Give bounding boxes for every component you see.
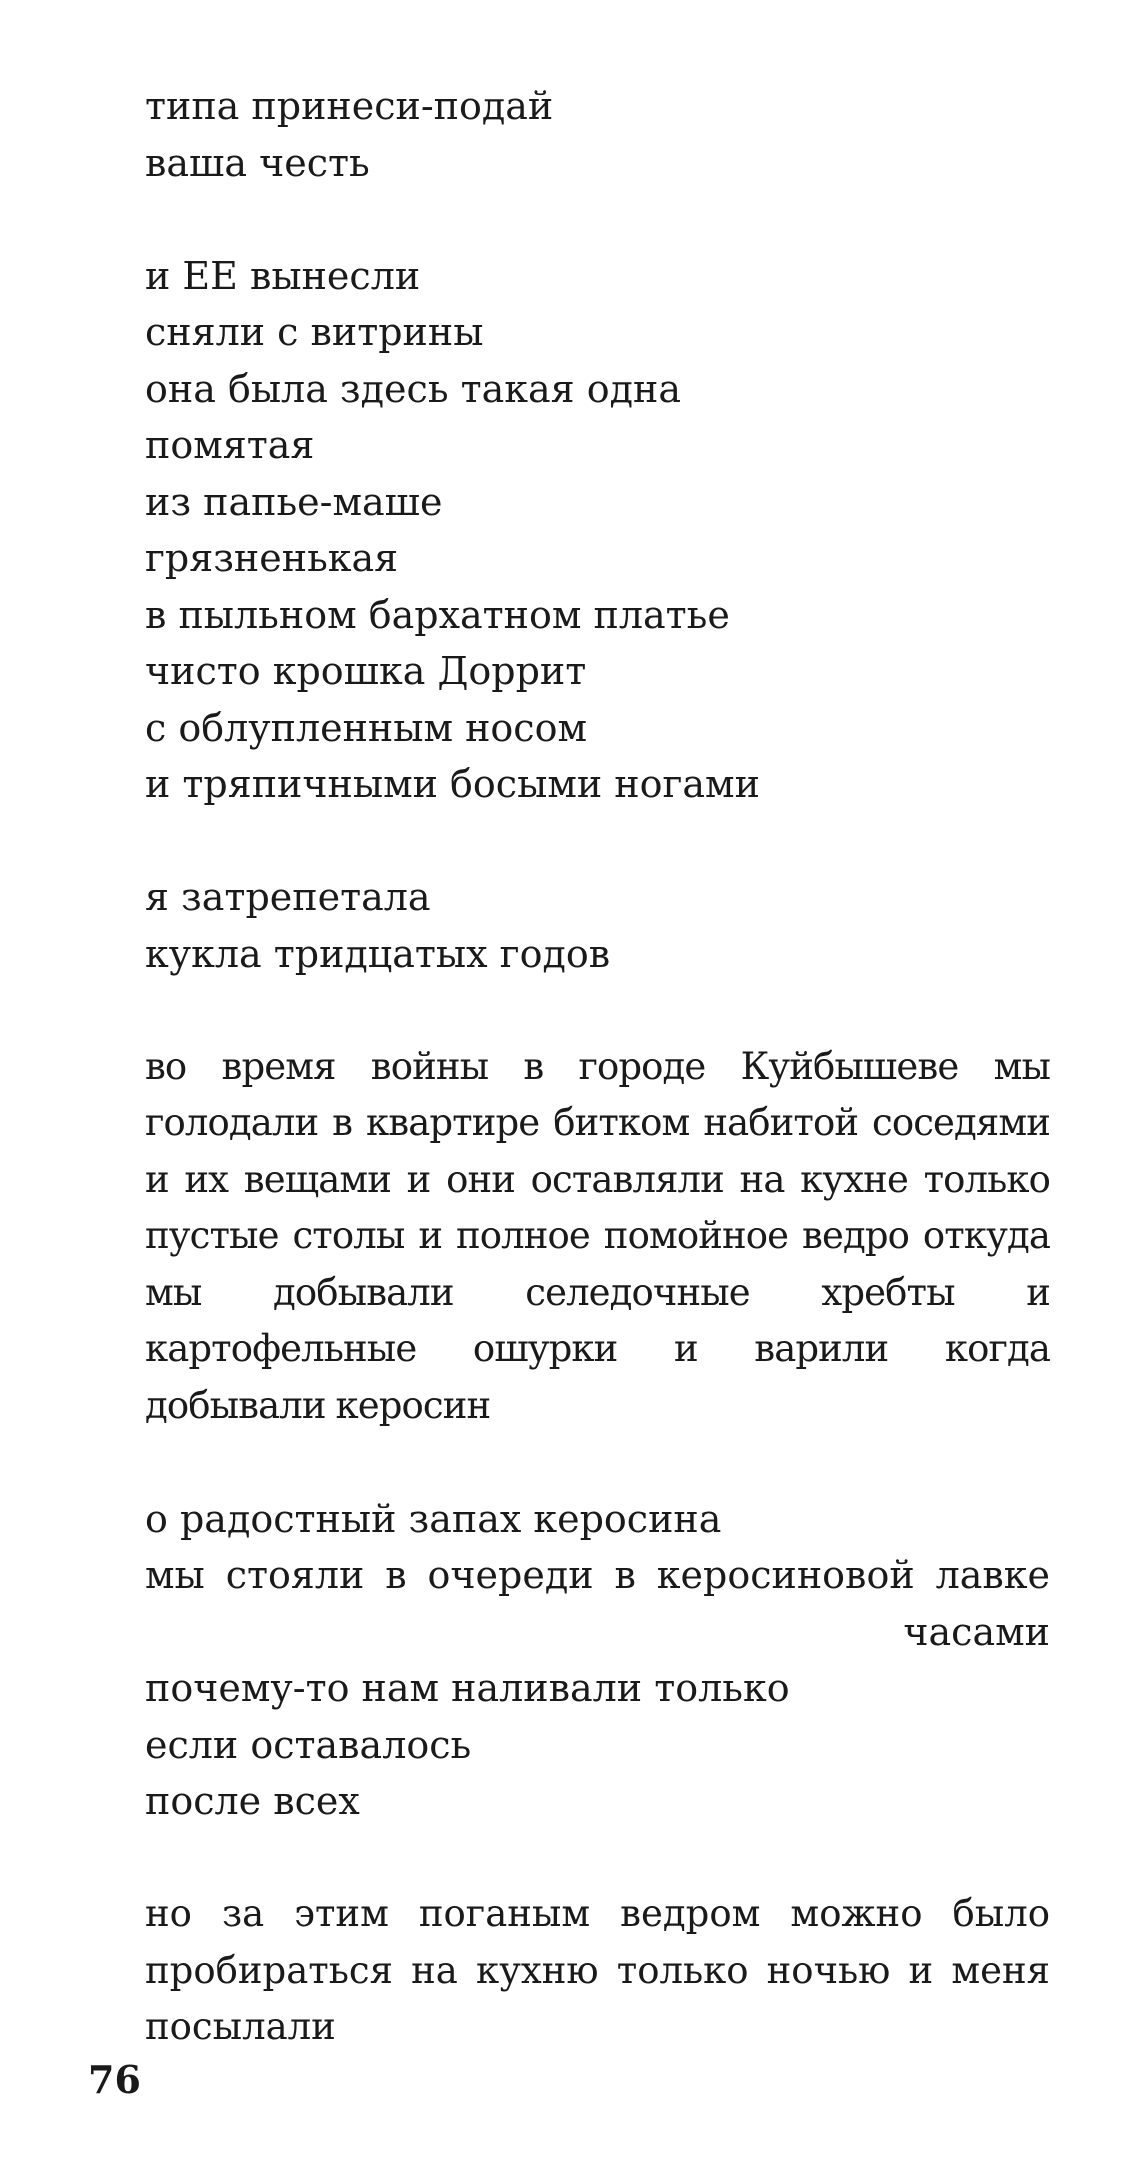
poem-line: сняли с витрины xyxy=(145,310,484,354)
poem-line: из папье-маше xyxy=(145,479,443,524)
poem-line: грязненькая xyxy=(145,536,399,580)
poem-line: с облупленным носом xyxy=(145,705,588,750)
stanza-gap xyxy=(145,982,1050,1039)
poem-line: помятая xyxy=(145,423,315,467)
poem-line-justified: мы стояли в очереди в керосиновой лавке xyxy=(145,1553,1050,1597)
poem-line: о радостный запах керосина xyxy=(145,1496,722,1541)
poem-line: и ЕЕ вынесли xyxy=(145,253,421,298)
poem-line: я затрепетала xyxy=(145,875,431,919)
poem-line: и тряпичными босыми ногами xyxy=(145,762,760,806)
poem-line: типа принеси-подай xyxy=(145,84,554,128)
poem-line: в пыльном бархатном платье xyxy=(145,592,730,637)
stanza-gap xyxy=(145,1830,1050,1887)
poem-text xyxy=(145,78,1050,2056)
poem-line: если оставалось xyxy=(145,1722,472,1767)
stanza-gap xyxy=(145,191,1050,248)
poem-line: после всех xyxy=(145,1779,360,1823)
poem-line: она была здесь такая одна xyxy=(145,366,681,411)
page-number: 76 xyxy=(88,2057,141,2102)
prose-paragraph: но за этим поганым ведром можно было пробираться на кухню только ночью и меня посылали xyxy=(145,1892,1050,2048)
poem-line: ваша честь xyxy=(145,140,370,185)
prose-paragraph: во время войны в городе Куйбышеве мы голодали в квартире битком набитой соседями и их вещами и они оставляли на кухне только пустые столы и полное помойное ведро откуда мы добывали селедочные хребты и картофельные ошурки и варили когда добывали керосин xyxy=(145,1044,1050,1427)
stanza-gap xyxy=(145,813,1050,870)
poem-line: кукла тридцатых годов xyxy=(145,931,611,976)
poem-line: чисто крошка Доррит xyxy=(145,649,587,693)
poem-line-continuation: часами xyxy=(903,1609,1050,1654)
poem-line: почему-то нам наливали только xyxy=(145,1666,790,1710)
stanza-gap xyxy=(145,1434,1050,1491)
